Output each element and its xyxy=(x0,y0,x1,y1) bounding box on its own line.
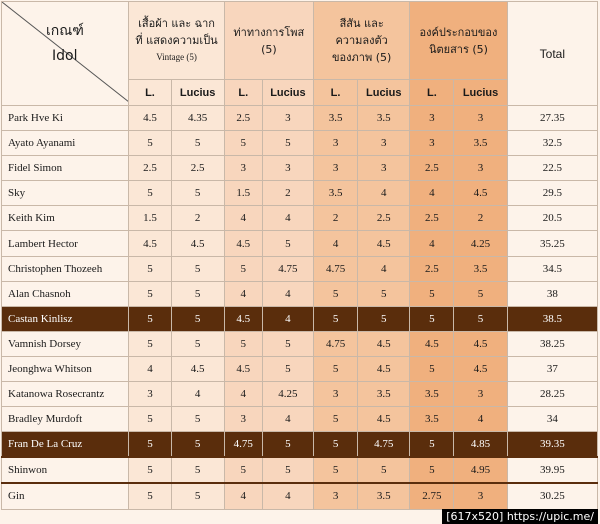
score-cell: 5 xyxy=(224,457,262,483)
score-cell: 3 xyxy=(358,156,410,181)
score-cell: 5 xyxy=(224,256,262,281)
score-cell: 4 xyxy=(410,231,454,256)
score-cell: 5 xyxy=(410,306,454,331)
idol-name-cell: Keith Kim xyxy=(2,206,129,231)
score-cell: 4 xyxy=(314,231,358,256)
score-cell: 4.85 xyxy=(454,432,507,458)
idol-name-cell: Vamnish Dorsey xyxy=(2,331,129,356)
score-cell: 5 xyxy=(224,131,262,156)
total-cell: 38.5 xyxy=(507,306,597,331)
score-cell: 3 xyxy=(262,106,313,131)
table-row xyxy=(2,306,598,331)
score-cell: 3.5 xyxy=(358,483,410,509)
score-cell: 5 xyxy=(129,432,171,458)
score-cell: 3 xyxy=(454,156,507,181)
score-cell: 3.5 xyxy=(358,106,410,131)
score-cell: 3 xyxy=(314,483,358,509)
score-cell: 3 xyxy=(410,131,454,156)
score-cell: 5 xyxy=(224,331,262,356)
score-cell: 3 xyxy=(314,131,358,156)
score-cell: 4.5 xyxy=(171,231,224,256)
score-cell: 4 xyxy=(358,181,410,206)
score-cell: 3 xyxy=(224,156,262,181)
total-cell: 27.35 xyxy=(507,106,597,131)
score-cell: 5 xyxy=(314,306,358,331)
score-cell: 4.25 xyxy=(454,231,507,256)
idol-name-cell: Fidel Simon xyxy=(2,156,129,181)
score-cell: 1.5 xyxy=(129,206,171,231)
total-cell: 39.35 xyxy=(507,432,597,458)
total-cell: 38.25 xyxy=(507,331,597,356)
score-cell: 5 xyxy=(314,281,358,306)
score-cell: 5 xyxy=(171,407,224,432)
total-cell: 28.25 xyxy=(507,382,597,407)
score-cell: 3 xyxy=(314,156,358,181)
score-cell: 5 xyxy=(410,457,454,483)
table-row xyxy=(2,131,598,156)
total-cell: 20.5 xyxy=(507,206,597,231)
idol-name-cell: Jeonghwa Whitson xyxy=(2,356,129,381)
score-cell: 5 xyxy=(262,231,313,256)
score-cell: 5 xyxy=(129,331,171,356)
subheader-lucius: Lucius xyxy=(358,80,410,106)
idol-name-cell: Castan Kinlisz xyxy=(2,306,129,331)
total-cell: 34 xyxy=(507,407,597,432)
score-cell: 3 xyxy=(358,131,410,156)
score-cell: 3.5 xyxy=(454,131,507,156)
score-cell: 3.5 xyxy=(454,256,507,281)
total-cell: 34.5 xyxy=(507,256,597,281)
table-row xyxy=(2,281,598,306)
table-row xyxy=(2,457,598,483)
score-cell: 3 xyxy=(454,382,507,407)
score-cell: 2.75 xyxy=(410,483,454,509)
score-cell: 4 xyxy=(171,382,224,407)
score-cell: 3.5 xyxy=(314,181,358,206)
score-cell: 4.95 xyxy=(454,457,507,483)
subheader-lucius: Lucius xyxy=(171,80,224,106)
score-cell: 4.75 xyxy=(314,331,358,356)
score-cell: 4.75 xyxy=(314,256,358,281)
group-header-pose: ท่าทางการโพส (5) xyxy=(224,2,313,80)
subheader-l: L. xyxy=(129,80,171,106)
score-cell: 4 xyxy=(454,407,507,432)
group-header-color: สีสัน และ ความลงตัว ของภาพ (5) xyxy=(314,2,410,80)
idol-name-cell: Bradley Murdoft xyxy=(2,407,129,432)
score-cell: 4.5 xyxy=(224,356,262,381)
table-row xyxy=(2,106,598,131)
score-cell: 2 xyxy=(262,181,313,206)
score-cell: 4.5 xyxy=(129,231,171,256)
score-cell: 5 xyxy=(129,181,171,206)
score-cell: 4.75 xyxy=(262,256,313,281)
score-cell: 4.5 xyxy=(358,231,410,256)
score-cell: 2 xyxy=(454,206,507,231)
score-cell: 5 xyxy=(410,356,454,381)
score-cell: 3.5 xyxy=(410,382,454,407)
idol-name-cell: Sky xyxy=(2,181,129,206)
score-cell: 3 xyxy=(129,382,171,407)
score-cell: 5 xyxy=(358,281,410,306)
table-row xyxy=(2,432,598,458)
score-cell: 4.5 xyxy=(454,181,507,206)
score-cell: 5 xyxy=(454,306,507,331)
score-cell: 5 xyxy=(129,256,171,281)
idol-name-cell: Alan Chasnoh xyxy=(2,281,129,306)
score-cell: 5 xyxy=(129,483,171,509)
idol-name-cell: Katanowa Rosecrantz xyxy=(2,382,129,407)
score-cell: 4 xyxy=(358,256,410,281)
score-cell: 2.5 xyxy=(224,106,262,131)
total-cell: 35.25 xyxy=(507,231,597,256)
table-row xyxy=(2,256,598,281)
table-row xyxy=(2,331,598,356)
score-cell: 5 xyxy=(262,432,313,458)
score-cell: 4.5 xyxy=(224,306,262,331)
image-size-watermark: [617x520] https://upic.me/ xyxy=(442,509,598,524)
score-cell: 4.5 xyxy=(410,331,454,356)
score-cell: 4.5 xyxy=(358,407,410,432)
group-header-magazine: องค์ประกอบของ นิตยสาร (5) xyxy=(410,2,507,80)
score-cell: 5 xyxy=(314,432,358,458)
subheader-lucius: Lucius xyxy=(454,80,507,106)
idol-name-cell: Shinwon xyxy=(2,457,129,483)
total-cell: 30.25 xyxy=(507,483,597,509)
score-cell: 4 xyxy=(410,181,454,206)
score-cell: 5 xyxy=(410,281,454,306)
score-cell: 5 xyxy=(314,356,358,381)
score-cell: 4 xyxy=(262,281,313,306)
score-cell: 5 xyxy=(129,457,171,483)
score-cell: 5 xyxy=(171,306,224,331)
idol-name-cell: Fran De La Cruz xyxy=(2,432,129,458)
score-cell: 3 xyxy=(262,156,313,181)
score-cell: 5 xyxy=(262,356,313,381)
idol-name-cell: Park Hve Ki xyxy=(2,106,129,131)
score-cell: 4.5 xyxy=(129,106,171,131)
score-cell: 1.5 xyxy=(224,181,262,206)
score-cell: 4.75 xyxy=(224,432,262,458)
score-cell: 3.5 xyxy=(358,382,410,407)
score-cell: 5 xyxy=(171,331,224,356)
score-cell: 5 xyxy=(171,483,224,509)
score-cell: 5 xyxy=(171,457,224,483)
table-row xyxy=(2,356,598,381)
score-cell: 4.5 xyxy=(454,356,507,381)
table-row xyxy=(2,407,598,432)
table-row xyxy=(2,156,598,181)
score-cell: 5 xyxy=(410,432,454,458)
score-cell: 5 xyxy=(129,407,171,432)
score-cell: 5 xyxy=(262,331,313,356)
score-cell: 3 xyxy=(224,407,262,432)
score-cell: 2.5 xyxy=(358,206,410,231)
score-cell: 2.5 xyxy=(410,156,454,181)
total-cell: 22.5 xyxy=(507,156,597,181)
score-cell: 5 xyxy=(262,131,313,156)
corner-header xyxy=(2,2,129,106)
score-table xyxy=(1,1,598,510)
score-cell: 5 xyxy=(129,131,171,156)
score-cell: 4.5 xyxy=(454,331,507,356)
score-cell: 2.5 xyxy=(410,256,454,281)
score-cell: 5 xyxy=(358,457,410,483)
score-cell: 5 xyxy=(171,131,224,156)
score-cell: 5 xyxy=(171,181,224,206)
score-cell: 4 xyxy=(224,206,262,231)
score-cell: 3 xyxy=(454,483,507,509)
score-cell: 5 xyxy=(358,306,410,331)
score-cell: 4 xyxy=(262,306,313,331)
idol-name-cell: Gin xyxy=(2,483,129,509)
score-cell: 4 xyxy=(262,407,313,432)
subheader-l: L. xyxy=(224,80,262,106)
corner-criteria-label: เกณฑ์ xyxy=(46,23,84,39)
score-cell: 3.5 xyxy=(410,407,454,432)
total-cell: 32.5 xyxy=(507,131,597,156)
table-row xyxy=(2,231,598,256)
score-cell: 2 xyxy=(314,206,358,231)
table-row xyxy=(2,382,598,407)
total-cell: 37 xyxy=(507,356,597,381)
idol-name-cell: Ayato Ayanami xyxy=(2,131,129,156)
score-cell: 5 xyxy=(129,281,171,306)
total-cell: 29.5 xyxy=(507,181,597,206)
score-cell: 4.5 xyxy=(224,231,262,256)
score-cell: 4.25 xyxy=(262,382,313,407)
score-cell: 5 xyxy=(314,457,358,483)
score-cell: 2.5 xyxy=(129,156,171,181)
score-cell: 3 xyxy=(410,106,454,131)
score-cell: 4.35 xyxy=(171,106,224,131)
total-cell: 39.95 xyxy=(507,457,597,483)
score-cell: 4 xyxy=(262,483,313,509)
group-header-vintage: เสื้อผ้า และ ฉาก ที่ แสดงความเป็น Vintage (5) xyxy=(129,2,224,80)
table-row xyxy=(2,181,598,206)
score-cell: 4 xyxy=(262,206,313,231)
score-cell: 3 xyxy=(314,382,358,407)
score-cell: 4.5 xyxy=(358,331,410,356)
table-row xyxy=(2,483,598,509)
score-cell: 5 xyxy=(262,457,313,483)
score-cell: 5 xyxy=(314,407,358,432)
score-cell: 5 xyxy=(171,281,224,306)
score-cell: 4 xyxy=(224,483,262,509)
score-cell: 5 xyxy=(171,432,224,458)
score-cell: 2 xyxy=(171,206,224,231)
score-cell: 5 xyxy=(454,281,507,306)
table-row xyxy=(2,206,598,231)
idol-name-cell: Christophen Thozeeh xyxy=(2,256,129,281)
score-cell: 2.5 xyxy=(171,156,224,181)
subheader-l: L. xyxy=(314,80,358,106)
score-cell: 3 xyxy=(454,106,507,131)
score-cell: 4.5 xyxy=(358,356,410,381)
score-cell: 3.5 xyxy=(314,106,358,131)
score-cell: 2.5 xyxy=(410,206,454,231)
score-cell: 4 xyxy=(224,382,262,407)
total-cell: 38 xyxy=(507,281,597,306)
score-cell: 4 xyxy=(129,356,171,381)
score-cell: 5 xyxy=(129,306,171,331)
score-cell: 5 xyxy=(171,256,224,281)
subheader-l: L. xyxy=(410,80,454,106)
corner-idol-label: Idol xyxy=(52,48,78,64)
total-header: Total xyxy=(507,2,597,106)
subheader-lucius: Lucius xyxy=(262,80,313,106)
score-cell: 4.5 xyxy=(171,356,224,381)
score-cell: 4 xyxy=(224,281,262,306)
idol-name-cell: Lambert Hector xyxy=(2,231,129,256)
score-cell: 4.75 xyxy=(358,432,410,458)
